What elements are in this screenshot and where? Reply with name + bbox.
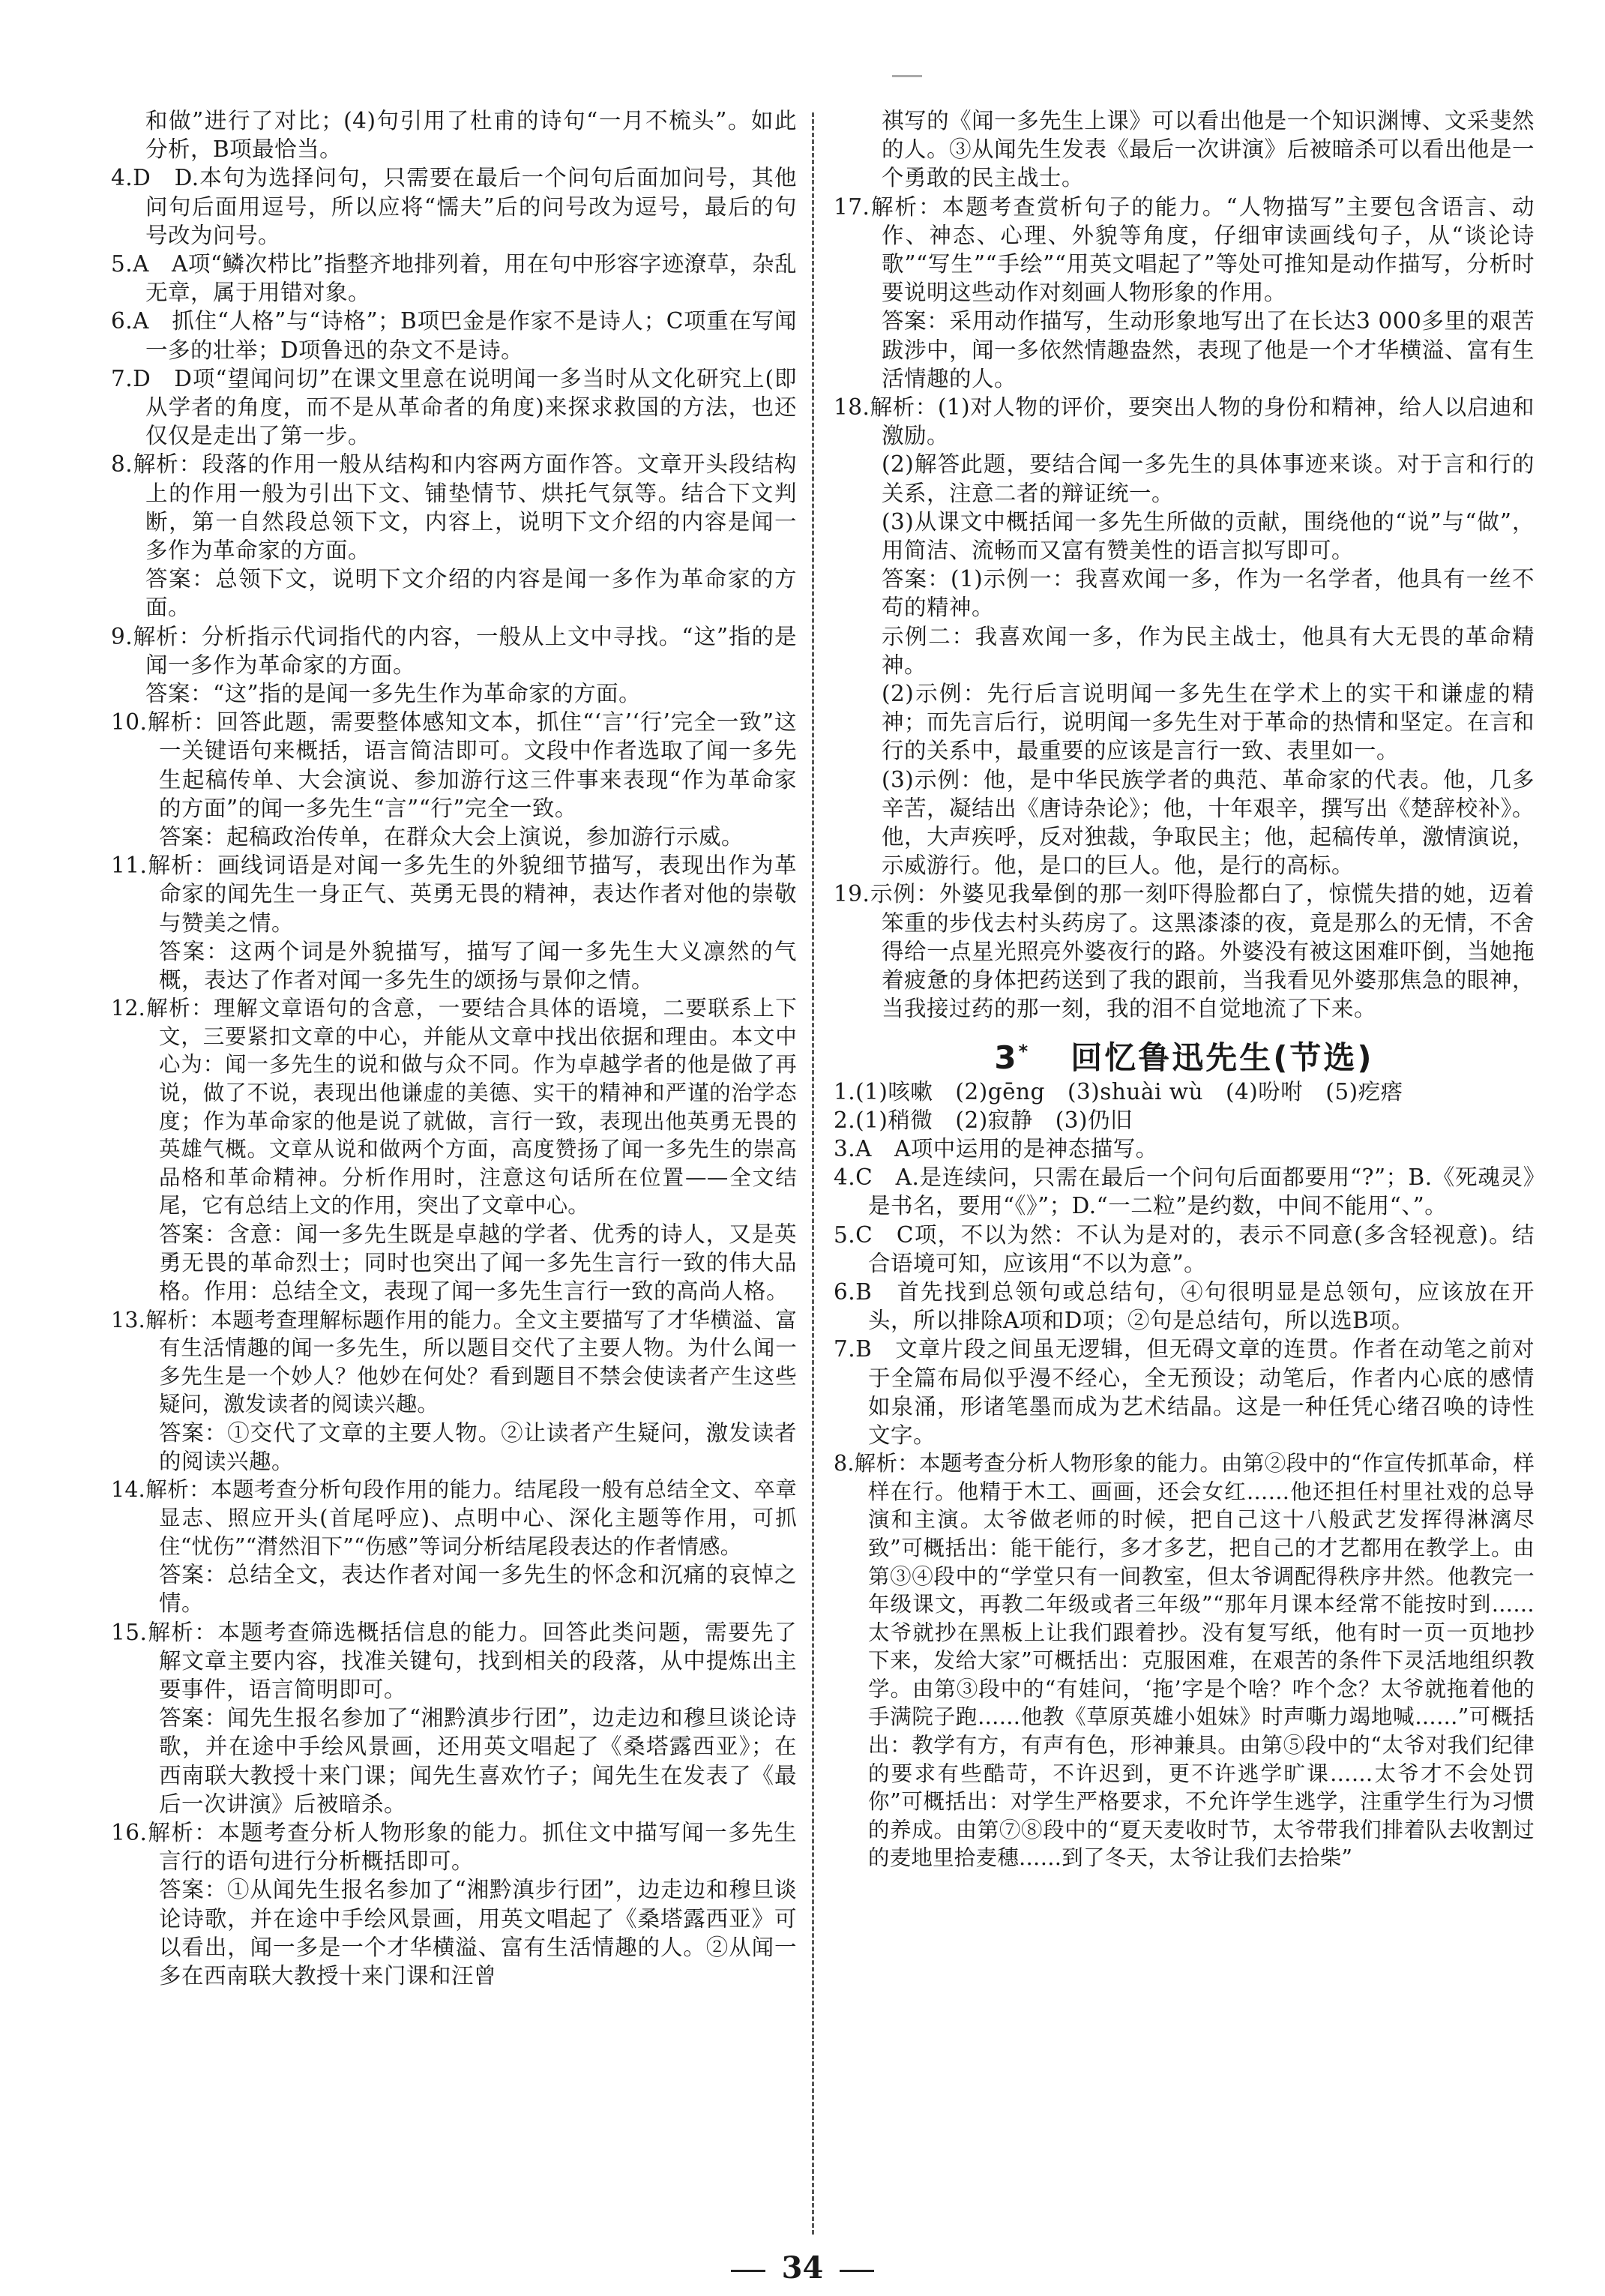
answer-entry: 7.D D项“望闻问切”在课文里意在说明闻一多当时从文化研究上(即从学者的角度，而不是从革命者的角度)来探求救国的方法，也还仅仅是走出了第一步。 [111, 365, 797, 449]
answer-entry: 8.解析：段落的作用一般从结构和内容两方面作答。文章开头段结构上的作用一般为引出下文、铺垫情节、烘托气氛等。结合下文判断，第一自然段总领下文，内容上，说明下文介绍的内容是闻一多作为革命家的方面。 [111, 451, 797, 564]
answer-entry: 10.解析：回答此题，需要整体感知文本，抓住“‘言’‘行’完全一致”这一关键语句来概括，语言简洁即可。文段中作者选取了闻一多先生起稿传单、大会演说、参加游行这三件事来表现“作为革命家的方面”的闻一多先生“言”“行”完全一致。 [111, 709, 797, 821]
answer-entry: 祺写的《闻一多先生上课》可以看出他是一个知识渊博、文采斐然的人。③从闻先生发表《最后一次讲演》后被暗杀可以看出他是一个勇敢的民主战士。 [882, 108, 1535, 191]
answer-entry: 答案：闻先生报名参加了“湘黔滇步行团”，边走边和穆旦谈论诗歌，并在途中手绘风景画，还用英文唱起了《桑塔露西亚》；在西南联大教授十来门课；闻先生喜欢竹子；闻先生在发表了《最后一次讲演》后被暗杀。 [159, 1705, 797, 1817]
answer-entry: 答案：(1)示例一：我喜欢闻一多，作为一名学者，他具有一丝不苟的精神。 [882, 566, 1535, 621]
answer-entry: 2.(1)稍微 (2)寂静 (3)仍旧 [834, 1107, 1133, 1133]
answer-entry: 答案：这两个词是外貌描写，描写了闻一多先生大义凛然的气概，表达了作者对闻一多先生的颂扬与景仰之情。 [159, 938, 797, 994]
answer-entry: 答案：①从闻先生报名参加了“湘黔滇步行团”，边走边和穆旦谈论诗歌，并在途中手绘风景画，用英文唱起了《桑塔露西亚》可以看出，闻一多是一个才华横溢、富有生活情趣的人。②从闻一多在西南联大教授十来门课和汪曾 [159, 1877, 797, 1989]
section-number: 3* [994, 1039, 1031, 1076]
answer-entry: (2)解答此题，要结合闻一多先生的具体事迹来谈。对于言和行的关系，注意二者的辩证统一。 [882, 451, 1535, 506]
answer-entry: 9.解析：分析指示代词指代的内容，一般从上文中寻找。“这”指的是闻一多作为革命家的方面。 [111, 623, 797, 678]
answer-entry: (2)示例：先行后言说明闻一多先生在学术上的实干和谦虚的精神；而先言后行，说明闻一多先生对于革命的热情和坚定。在言和行的关系中，最重要的应该是言行一致、表里如一。 [882, 681, 1535, 764]
answer-entry: 示例二：我喜欢闻一多，作为民主战士，他具有大无畏的革命精神。 [882, 623, 1535, 678]
answer-entry: 和做”进行了对比；(4)句引用了杜甫的诗句“一月不梳头”。如此分析，B项最恰当。 [145, 108, 797, 163]
answer-entry: (3)从课文中概括闻一多先生所做的贡献，围绕他的“说”与“做”，用简洁、流畅而又富有赞美性的语言拟写即可。 [882, 508, 1535, 564]
scan-speck [892, 75, 922, 77]
answer-entry: 答案：采用动作描写，生动形象地写出了在长达3 000多里的艰苦跋涉中，闻一多依然情趣盎然，表现了他是一个才华横溢、富有生活情趣的人。 [882, 308, 1535, 391]
left-column [111, 106, 797, 1990]
answer-entry: 5.C C项，不以为然：不认为是对的，表示不同意(多含轻视意)。结合语境可知，应该用“不以为意”。 [834, 1221, 1535, 1276]
answer-entry: 19.示例：外婆见我晕倒的那一刻吓得脸都白了，惊慌失措的她，迈着笨重的步伐去村头药房了。这黑漆漆的夜，竟是那么的无情，不舍得给一点星光照亮外婆夜行的路。外婆没有被这困难吓倒，当她拖着疲惫的身体把药送到了我的跟前，当我看见外婆那焦急的眼神，当我接过药的那一刻，我的泪不自觉地流了下来。 [834, 881, 1535, 1022]
answer-entry: 7.B 文章片段之间虽无逻辑，但无碍文章的连贯。作者在动笔之前对于全篇布局似乎漫不经心，全无预设；动笔后，作者内心底的感情如泉涌，形诸笔墨而成为艺术结晶。这是一种任凭心绪召唤的诗性文字。 [834, 1336, 1535, 1448]
answer-entry: 18.解析：(1)对人物的评价，要突出人物的身份和精神，给人以启迪和激励。 [834, 394, 1535, 449]
section-title-text: 回忆鲁迅先生(节选) [1070, 1039, 1374, 1076]
answer-entry: 14.解析：本题考查分析句段作用的能力。结尾段一般有总结全文、卒章显志、照应开头(首尾呼应)、点明中心、深化主题等作用，可抓住“忧伤”“潸然泪下”“伤感”等词分析结尾段表达的作者情感。 [111, 1477, 797, 1559]
answer-entry: 6.B 首先找到总领句或总结句，④句很明显是总领句，应该放在开头，所以排除A项和D项；②句是总结句，所以选B项。 [834, 1278, 1535, 1334]
answer-entry: 8.解析：本题考查分析人物形象的能力。由第②段中的“作宣传抓革命，样样在行。他精于木工、画画，还会女红……他还担任村里社戏的总导演和主演。太爷做老师的时候，把自己这十八般武艺发挥得淋漓尽致”可概括出：能干能行，多才多艺，把自己的才艺都用在教学上。由第③④段中的“学堂只有一间教室，但太爷调配得秩序井然。他教完一年级课文，再教二年级或者三年级”“那年月课本经常不能按时到……太爷就抄在黑板上让我们跟着抄。没有复写纸，他有时一页一页地抄下来，发给大家”可概括出：克服困难，在艰苦的条件下灵活地组织教学。由第③段中的“有娃问，‘拖’字是个啥？咋个念？太爷就拖着他的手满院子跑……他教《草原英雄小姐妹》时声嘶力竭地喊……”可概括出：教学有方，有声有色，形神兼具。由第⑤段中的“太爷对我们纪律的要求有些酷苛，不许迟到，更不许逃学旷课……太爷才不会处罚你”可概括出：对学生严格要求，不允许学生逃学，注重学生行为习惯的养成。由第⑦⑧段中的“夏天麦收时节，太爷带我们排着队去收割过的麦地里拾麦穗……到了冬天，太爷让我们去拾柴” [834, 1451, 1535, 1871]
section-title [834, 1030, 1535, 1076]
answer-entry: 16.解析：本题考查分析人物形象的能力。抓住文中描写闻一多先生言行的语句进行分析概括即可。 [111, 1820, 797, 1875]
answer-entry: 答案：总结全文，表达作者对闻一多先生的怀念和沉痛的哀悼之情。 [159, 1562, 797, 1617]
answer-entry: 11.解析：画线词语是对闻一多先生的外貌细节描写，表现出作为革命家的闻先生一身正气、英勇无畏的精神，表达作者对他的崇敬与赞美之情。 [111, 853, 797, 936]
answer-entry: 15.解析：本题考查筛选概括信息的能力。回答此类问题，需要先了解文章主要内容，找准关键句，找到相关的段落，从中提炼出主要事件，语言简明即可。 [111, 1619, 797, 1703]
answer-entry: (3)示例：他，是中华民族学者的典范、革命家的代表。他，几多辛苦，凝结出《唐诗杂论》；他，十年艰辛，撰写出《楚辞校补》。他，大声疾呼，反对独裁，争取民主；他，起稿传单，激情演说，示威游行。他，是口的巨人。他，是行的高标。 [882, 766, 1535, 879]
answer-entry: 1.(1)咳嗽 (2)gēng (3)shuài wù (4)吩咐 (5)疙瘩 [834, 1078, 1403, 1105]
right-column-bottom-entries [834, 1078, 1535, 1873]
right-column [834, 106, 1535, 1872]
answer-entry: 6.A 抓住“人格”与“诗格”；B项巴金是作家不是诗人；C项重在写闻一多的壮举；D项鲁迅的杂文不是诗。 [111, 308, 797, 363]
column-divider [812, 112, 814, 2235]
answer-entry: 12.解析：理解文章语句的含意，一要结合具体的语境，二要联系上下文，三要紧扣文章的中心，并能从文章中找出依据和理由。本文中心为：闻一多先生的说和做与众不同。作为卓越学者的他是做了再说，做了不说，表现出他谦虚的美德、实干的精神和严谨的治学态度；作为革命家的他是说了就做，言行一致，表现出他英勇无畏的英雄气概。文章从说和做两个方面，高度赞扬了闻一多先生的崇高品格和革命精神。分析作用时，注意这句话所在位置——全文结尾，它有总结上文的作用，突出了文章中心。 [111, 996, 797, 1218]
answer-entry: 答案：含意：闻一多先生既是卓越的学者、优秀的诗人，又是英勇无畏的革命烈士；同时也突出了闻一多先生言行一致的伟大品格。作用：总结全文，表现了闻一多先生言行一致的高尚人格。 [159, 1221, 797, 1305]
answer-entry: 5.A A项“鳞次栉比”指整齐地排列着，用在句中形容字迹潦草，杂乱无章，属于用错对象。 [111, 251, 797, 306]
answer-entry: 3.A A项中运用的是神态描写。 [834, 1135, 1158, 1161]
answer-entry: 17.解析：本题考查赏析句子的能力。“人物描写”主要包含语言、动作、神态、心理、外貌等角度，仔细审读画线句子，从“谈论诗歌”“写生”“手绘”“用英文唱起了”等处可推知是动作描写，分析时要说明这些动作对刻画人物形象的作用。 [834, 193, 1535, 306]
answer-entry: 4.D D.本句为选择问句，只需要在最后一个问句后面加问号，其他问句后面用逗号，所以应将“懦夫”后的问号改为逗号，最后的句号改为问号。 [111, 165, 797, 248]
answer-entry: 答案：①交代了文章的主要人物。②让读者产生疑问，激发读者的阅读兴趣。 [159, 1420, 797, 1475]
answer-entry: 4.C A.是连续问，只需在最后一个问句后面都要用“?”；B.《死魂灵》是书名，要用“《》”；D.“一二粒”是约数，中间不能用“、”。 [834, 1164, 1535, 1219]
answer-entry: 答案：总领下文，说明下文介绍的内容是闻一多作为革命家的方面。 [145, 566, 797, 621]
answer-entry: 答案：“这”指的是闻一多先生作为革命家的方面。 [145, 681, 642, 707]
answer-entry: 答案：起稿政治传单，在群众大会上演说，参加游行示威。 [159, 824, 744, 850]
answer-entry: 13.解析：本题考查理解标题作用的能力。全文主要描写了才华横溢、富有生活情趣的闻一多先生，所以题目交代了主要人物。为什么闻一多先生是一个妙人？他妙在何处？看到题目不禁会使读者产生这些疑问，激发读者的阅读兴趣。 [111, 1307, 797, 1417]
page-number: 34 [0, 2250, 1605, 2286]
right-column-top-entries [834, 106, 1535, 1024]
